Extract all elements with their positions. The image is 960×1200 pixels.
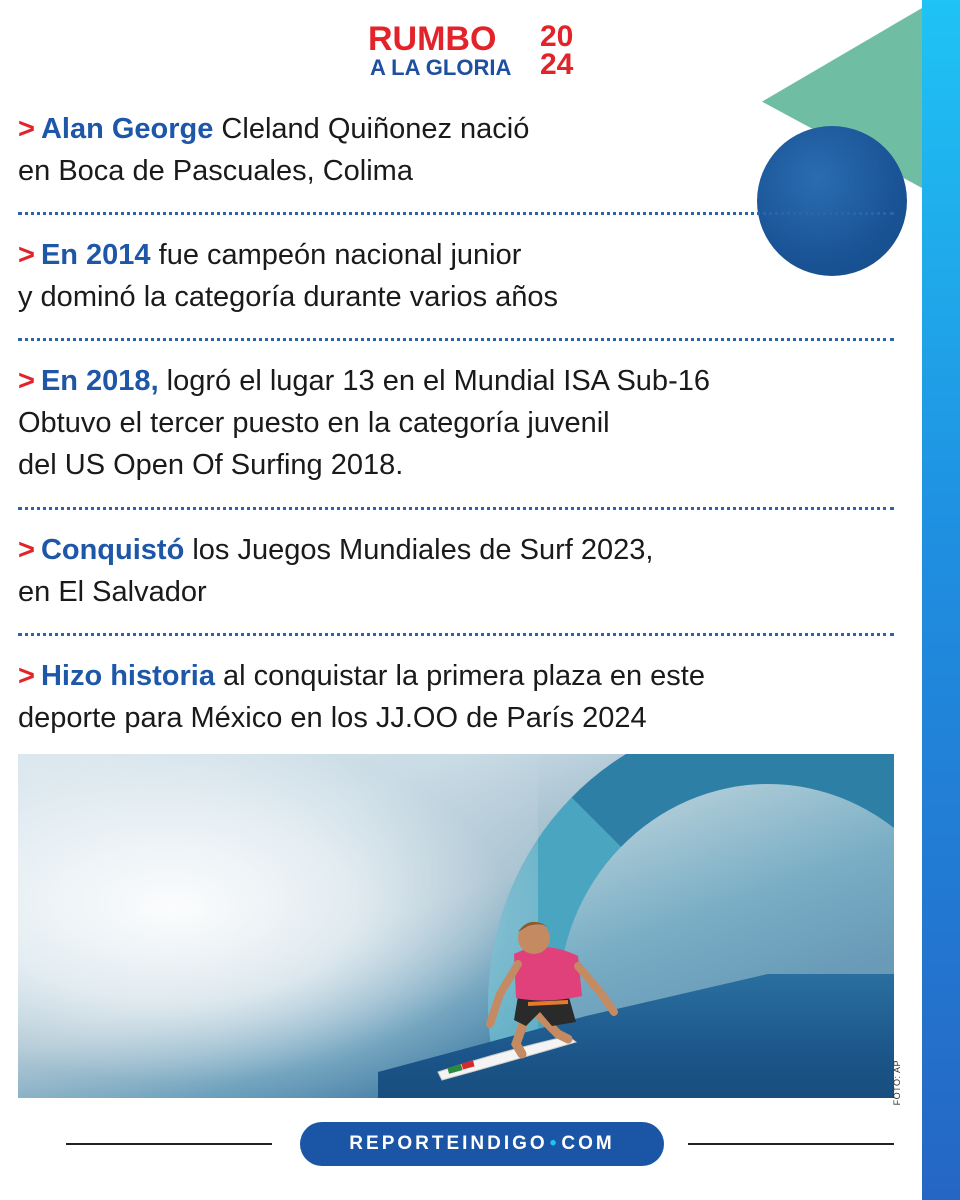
- dotted-separator: [18, 633, 894, 636]
- fact-line: [18, 444, 838, 486]
- fact-line: [18, 234, 838, 276]
- fact-item-birthplace: [18, 108, 838, 192]
- fact-highlight: Alan George: [40, 113, 214, 145]
- fact-highlight: Hizo historia: [40, 660, 215, 692]
- logo-rumbo-text: RUMBO: [368, 20, 497, 58]
- fact-line: [18, 276, 838, 318]
- fact-line: [18, 402, 838, 444]
- footer-line-left: [66, 1143, 272, 1145]
- arrow-icon: >: [18, 239, 35, 271]
- fact-line: [18, 571, 838, 613]
- dotted-separator: [18, 212, 894, 215]
- dotted-separator: [18, 507, 894, 510]
- surfer-figure: [418, 884, 658, 1084]
- fact-highlight: Conquistó: [40, 534, 185, 566]
- fact-text: Cleland Quiñonez nació: [213, 113, 530, 145]
- fact-text: del US Open Of Surfing 2018.: [18, 449, 404, 481]
- fact-text: en El Salvador: [18, 576, 207, 608]
- fact-item-2014: [18, 234, 838, 318]
- rumbo-2024-logo: [368, 22, 598, 84]
- surfer-photo: [18, 754, 894, 1098]
- fact-text: fue campeón nacional junior: [150, 239, 522, 271]
- fact-line: [18, 697, 838, 739]
- arrow-icon: >: [18, 534, 35, 566]
- fact-highlight: En 2014: [40, 239, 151, 271]
- fact-line: [18, 108, 838, 150]
- fact-text: en Boca de Pascuales, Colima: [18, 155, 413, 187]
- fact-item-2018: [18, 360, 838, 486]
- fact-text: deporte para México en los JJ.OO de París 2024: [18, 702, 647, 734]
- dotted-separator: [18, 338, 894, 341]
- arrow-icon: >: [18, 660, 35, 692]
- logo-subtitle-text: A LA GLORIA: [370, 55, 512, 80]
- reporteindigo-brand[interactable]: [300, 1122, 664, 1166]
- fact-line: [18, 529, 838, 571]
- fact-text: logró el lugar 13 en el Mundial ISA Sub-16: [158, 365, 710, 397]
- fact-text: y dominó la categoría durante varios años: [18, 281, 559, 313]
- fact-item-paris-2024: [18, 655, 838, 739]
- right-accent-bar: [922, 0, 960, 1200]
- logo-year-top: 20: [540, 20, 574, 53]
- fact-highlight: En 2018,: [40, 365, 159, 397]
- arrow-icon: >: [18, 365, 35, 397]
- fact-text: al conquistar la primera plaza en este: [214, 660, 705, 692]
- brand-dot-icon: •: [549, 1133, 560, 1154]
- photo-credit: FOTO: AP: [892, 1060, 902, 1106]
- fact-text: los Juegos Mundiales de Surf 2023,: [184, 534, 654, 566]
- brand-name: REPORTEINDIGO: [349, 1133, 548, 1154]
- logo-year-bottom: 24: [540, 48, 574, 81]
- brand-domain: COM: [561, 1133, 615, 1154]
- arrow-icon: >: [18, 113, 35, 145]
- fact-text: Obtuvo el tercer puesto en la categoría juvenil: [18, 407, 610, 439]
- fact-item-2023: [18, 529, 838, 613]
- fact-line: [18, 655, 838, 697]
- fact-line: [18, 150, 838, 192]
- fact-line: [18, 360, 838, 402]
- footer-line-right: [688, 1143, 894, 1145]
